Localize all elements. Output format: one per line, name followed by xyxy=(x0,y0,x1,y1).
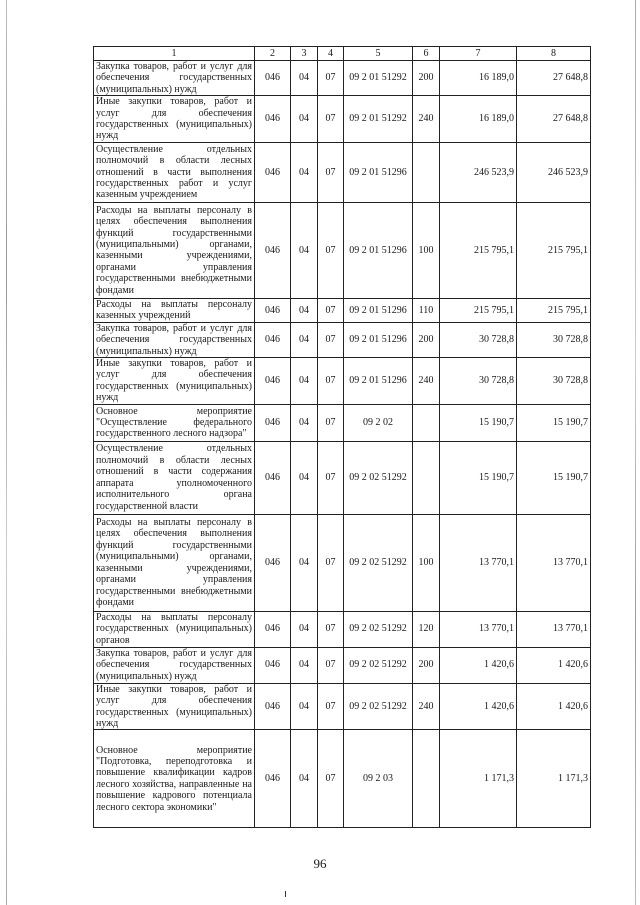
table-row xyxy=(94,61,591,96)
target-article-code: 09 2 02 xyxy=(344,404,413,441)
expense-type-code: 100 xyxy=(413,202,440,298)
row-description: Основное мероприятие "Осуществление федерального государственного лесного надзора" xyxy=(94,404,255,441)
amount-col8: 30 728,8 xyxy=(517,322,591,357)
amount-col7: 16 189,0 xyxy=(440,61,517,96)
table-row xyxy=(94,322,591,357)
row-description: Закупка товаров, работ и услуг для обеспечения государственных (муниципальных) нужд xyxy=(94,647,255,683)
row-description: Иные закупки товаров, работ и услуг для обеспечения государственных (муниципальных) нужд xyxy=(94,683,255,730)
amount-col7: 1 171,3 xyxy=(440,730,517,828)
table-row xyxy=(94,611,591,647)
target-article-code: 09 2 01 51292 xyxy=(344,96,413,143)
section-code: 04 xyxy=(291,96,318,143)
header-cell: 6 xyxy=(413,47,440,61)
target-article-code: 09 2 01 51296 xyxy=(344,202,413,298)
row-description: Расходы на выплаты персоналу государственных (муниципальных) органов xyxy=(94,611,255,647)
amount-col7: 30 728,8 xyxy=(440,358,517,405)
section-code: 04 xyxy=(291,611,318,647)
amount-col7: 246 523,9 xyxy=(440,142,517,202)
ministry-code: 046 xyxy=(255,647,291,683)
amount-col8: 27 648,8 xyxy=(517,96,591,143)
subsection-code: 07 xyxy=(318,404,344,441)
subsection-code: 07 xyxy=(318,611,344,647)
section-code: 04 xyxy=(291,404,318,441)
subsection-code: 07 xyxy=(318,322,344,357)
amount-col8: 246 523,9 xyxy=(517,142,591,202)
page-number: 96 xyxy=(313,856,327,871)
amount-col7: 15 190,7 xyxy=(440,441,517,514)
table-row xyxy=(94,441,591,514)
section-code: 04 xyxy=(291,683,318,730)
section-code: 04 xyxy=(291,514,318,611)
row-description: Расходы на выплаты персоналу казенных учреждений xyxy=(94,298,255,322)
row-description: Расходы на выплаты персоналу в целях обеспечения выполнения функций государственными (муниципальными) органами, казенными учреждениями, органами управления государственными внебюджетными фондами xyxy=(94,514,255,611)
row-description: Закупка товаров, работ и услуг для обеспечения государственных (муниципальных) нужд xyxy=(94,61,255,96)
subsection-code: 07 xyxy=(318,683,344,730)
amount-col8: 15 190,7 xyxy=(517,404,591,441)
section-code: 04 xyxy=(291,647,318,683)
ministry-code: 046 xyxy=(255,298,291,322)
table-row xyxy=(94,142,591,202)
target-article-code: 09 2 02 51292 xyxy=(344,683,413,730)
table-row xyxy=(94,404,591,441)
expense-type-code xyxy=(413,730,440,828)
header-cell: 4 xyxy=(318,47,344,61)
table-row xyxy=(94,96,591,143)
amount-col7: 1 420,6 xyxy=(440,683,517,730)
expense-type-code: 110 xyxy=(413,298,440,322)
table-row xyxy=(94,202,591,298)
scan-edge-left xyxy=(6,0,7,905)
header-cell: 1 xyxy=(94,47,255,61)
amount-col7: 13 770,1 xyxy=(440,611,517,647)
ministry-code: 046 xyxy=(255,142,291,202)
expense-type-code: 240 xyxy=(413,96,440,143)
target-article-code: 09 2 01 51296 xyxy=(344,298,413,322)
ministry-code: 046 xyxy=(255,683,291,730)
expense-type-code xyxy=(413,404,440,441)
target-article-code: 09 2 02 51292 xyxy=(344,647,413,683)
ministry-code: 046 xyxy=(255,358,291,405)
expense-type-code xyxy=(413,142,440,202)
amount-col8: 13 770,1 xyxy=(517,514,591,611)
scan-artifact-mark xyxy=(285,891,286,897)
subsection-code: 07 xyxy=(318,142,344,202)
target-article-code: 09 2 01 51292 xyxy=(344,61,413,96)
ministry-code: 046 xyxy=(255,514,291,611)
expense-type-code: 200 xyxy=(413,647,440,683)
table-row xyxy=(94,730,591,828)
ministry-code: 046 xyxy=(255,441,291,514)
row-description: Иные закупки товаров, работ и услуг для обеспечения государственных (муниципальных) нужд xyxy=(94,96,255,143)
subsection-code: 07 xyxy=(318,96,344,143)
section-code: 04 xyxy=(291,441,318,514)
table-header-row xyxy=(94,47,591,61)
table-row xyxy=(94,358,591,405)
target-article-code: 09 2 02 51292 xyxy=(344,441,413,514)
expense-type-code xyxy=(413,441,440,514)
amount-col7: 215 795,1 xyxy=(440,298,517,322)
amount-col8: 15 190,7 xyxy=(517,441,591,514)
ministry-code: 046 xyxy=(255,730,291,828)
ministry-code: 046 xyxy=(255,61,291,96)
subsection-code: 07 xyxy=(318,298,344,322)
budget-table xyxy=(93,46,591,828)
table-row xyxy=(94,298,591,322)
amount-col8: 215 795,1 xyxy=(517,202,591,298)
ministry-code: 046 xyxy=(255,322,291,357)
amount-col8: 1 171,3 xyxy=(517,730,591,828)
ministry-code: 046 xyxy=(255,404,291,441)
table-row xyxy=(94,514,591,611)
subsection-code: 07 xyxy=(318,358,344,405)
row-description: Основное мероприятие "Подготовка, переподготовка и повышение квалификации кадров лесного хозяйства, направленные на повышение кадрового потенциала лесного сектора экономики" xyxy=(94,730,255,828)
expense-type-code: 240 xyxy=(413,358,440,405)
amount-col8: 1 420,6 xyxy=(517,647,591,683)
ministry-code: 046 xyxy=(255,96,291,143)
header-cell: 8 xyxy=(517,47,591,61)
section-code: 04 xyxy=(291,322,318,357)
subsection-code: 07 xyxy=(318,730,344,828)
target-article-code: 09 2 01 51296 xyxy=(344,142,413,202)
section-code: 04 xyxy=(291,358,318,405)
row-description: Иные закупки товаров, работ и услуг для обеспечения государственных (муниципальных) нужд xyxy=(94,358,255,405)
amount-col7: 30 728,8 xyxy=(440,322,517,357)
scan-edge-right xyxy=(635,0,636,905)
header-cell: 7 xyxy=(440,47,517,61)
amount-col8: 27 648,8 xyxy=(517,61,591,96)
row-description: Закупка товаров, работ и услуг для обеспечения государственных (муниципальных) нужд xyxy=(94,322,255,357)
target-article-code: 09 2 01 51296 xyxy=(344,322,413,357)
expense-type-code: 240 xyxy=(413,683,440,730)
table-row xyxy=(94,647,591,683)
expense-type-code: 200 xyxy=(413,61,440,96)
subsection-code: 07 xyxy=(318,514,344,611)
header-cell: 3 xyxy=(291,47,318,61)
subsection-code: 07 xyxy=(318,202,344,298)
target-article-code: 09 2 02 51292 xyxy=(344,514,413,611)
ministry-code: 046 xyxy=(255,611,291,647)
row-description: Расходы на выплаты персоналу в целях обеспечения выполнения функций государственными (муниципальными) органами, казенными учреждениями, органами управления государственными внебюджетными фондами xyxy=(94,202,255,298)
expense-type-code: 120 xyxy=(413,611,440,647)
amount-col8: 13 770,1 xyxy=(517,611,591,647)
ministry-code: 046 xyxy=(255,202,291,298)
section-code: 04 xyxy=(291,202,318,298)
section-code: 04 xyxy=(291,142,318,202)
amount-col8: 1 420,6 xyxy=(517,683,591,730)
table-row xyxy=(94,683,591,730)
target-article-code: 09 2 02 51292 xyxy=(344,611,413,647)
section-code: 04 xyxy=(291,730,318,828)
amount-col7: 15 190,7 xyxy=(440,404,517,441)
amount-col7: 1 420,6 xyxy=(440,647,517,683)
amount-col7: 16 189,0 xyxy=(440,96,517,143)
target-article-code: 09 2 01 51296 xyxy=(344,358,413,405)
amount-col8: 215 795,1 xyxy=(517,298,591,322)
row-description: Осуществление отдельных полномочий в области лесных отношений в части выполнения государственных работ и услуг казенным учреждением xyxy=(94,142,255,202)
subsection-code: 07 xyxy=(318,61,344,96)
section-code: 04 xyxy=(291,298,318,322)
header-cell: 2 xyxy=(255,47,291,61)
section-code: 04 xyxy=(291,61,318,96)
amount-col8: 30 728,8 xyxy=(517,358,591,405)
header-cell: 5 xyxy=(344,47,413,61)
row-description: Осуществление отдельных полномочий в области лесных отношений в части содержания аппарата уполномоченного исполнительного органа государственной власти xyxy=(94,441,255,514)
subsection-code: 07 xyxy=(318,441,344,514)
subsection-code: 07 xyxy=(318,647,344,683)
expense-type-code: 100 xyxy=(413,514,440,611)
amount-col7: 13 770,1 xyxy=(440,514,517,611)
expense-type-code: 200 xyxy=(413,322,440,357)
amount-col7: 215 795,1 xyxy=(440,202,517,298)
target-article-code: 09 2 03 xyxy=(344,730,413,828)
